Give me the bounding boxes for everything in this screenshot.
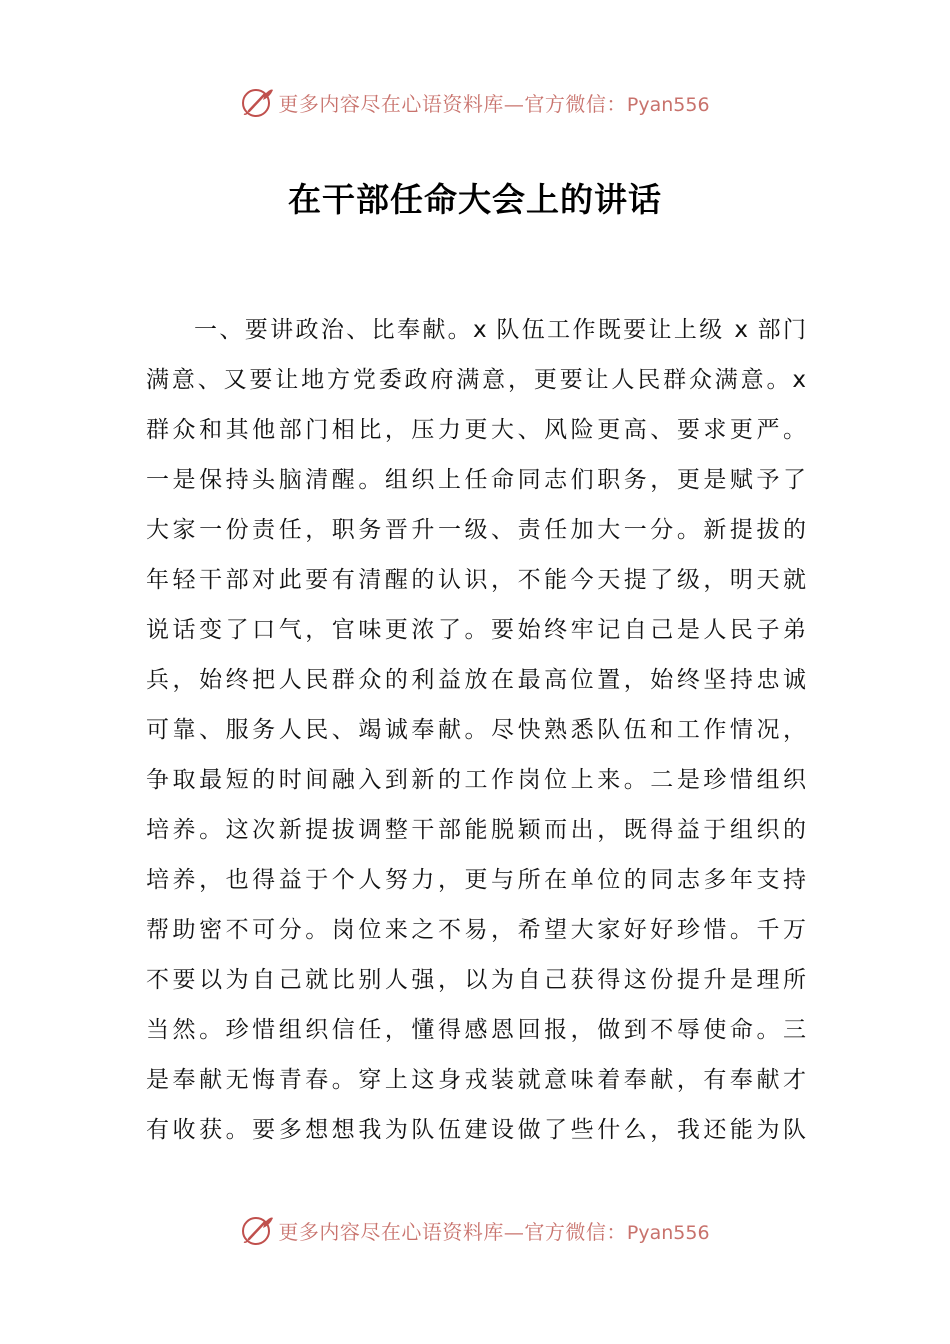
body-line: 兵，始终把人民群众的利益放在最高位置，始终坚持忠诚	[146, 667, 806, 693]
quill-pen-logo-icon	[240, 1213, 274, 1247]
body-line: 是奉献无悔青春。穿上这身戎装就意味着奉献，有奉献才	[146, 1067, 806, 1093]
footer-watermark-banner	[0, 1210, 950, 1250]
body-line: 说话变了口气，官味更浓了。要始终牢记自己是人民子弟	[146, 617, 806, 643]
body-line: 可靠、服务人民、竭诚奉献。尽快熟悉队伍和工作情况，	[146, 717, 806, 743]
footer-banner-wechat-id: Pyan556	[626, 1221, 710, 1244]
body-line: 当然。珍惜组织信任，懂得感恩回报，做到不辱使命。三	[146, 1017, 806, 1043]
body-line: 有收获。要多想想我为队伍建设做了些什么，我还能为队	[146, 1117, 806, 1143]
body-line: 培养。这次新提拔调整干部能脱颖而出，既得益于组织的	[146, 817, 806, 843]
body-line: 不要以为自己就比别人强，以为自己获得这份提升是理所	[146, 967, 806, 993]
document-title: 在干部任命大会上的讲话	[288, 180, 662, 219]
header-watermark-banner	[0, 82, 950, 122]
footer-banner-text: 更多内容尽在心语资料库—官方微信：Pyan556	[278, 1219, 710, 1244]
body-line: 一、要讲政治、比奉献。x 队伍工作既要让上级 x 部门	[194, 317, 806, 343]
body-line: 争取最短的时间融入到新的工作岗位上来。二是珍惜组织	[146, 767, 806, 793]
body-line: 满意、又要让地方党委政府满意，更要让人民群众满意。x	[146, 367, 806, 393]
body-line: 群众和其他部门相比，压力更大、风险更高、要求更严。	[146, 417, 806, 443]
document-body	[146, 305, 806, 1155]
body-line: 大家一份责任，职务晋升一级、责任加大一分。新提拔的	[146, 517, 806, 543]
body-line: 年轻干部对此要有清醒的认识，不能今天提了级，明天就	[146, 567, 806, 593]
body-line: 一是保持头脑清醒。组织上任命同志们职务，更是赋予了	[146, 467, 806, 493]
header-banner-wechat-id: Pyan556	[626, 93, 710, 116]
body-line: 帮助密不可分。岗位来之不易，希望大家好好珍惜。千万	[146, 917, 806, 943]
body-line: 培养，也得益于个人努力，更与所在单位的同志多年支持	[146, 867, 806, 893]
header-banner-text: 更多内容尽在心语资料库—官方微信：Pyan556	[278, 91, 710, 116]
quill-pen-logo-icon	[240, 85, 274, 119]
